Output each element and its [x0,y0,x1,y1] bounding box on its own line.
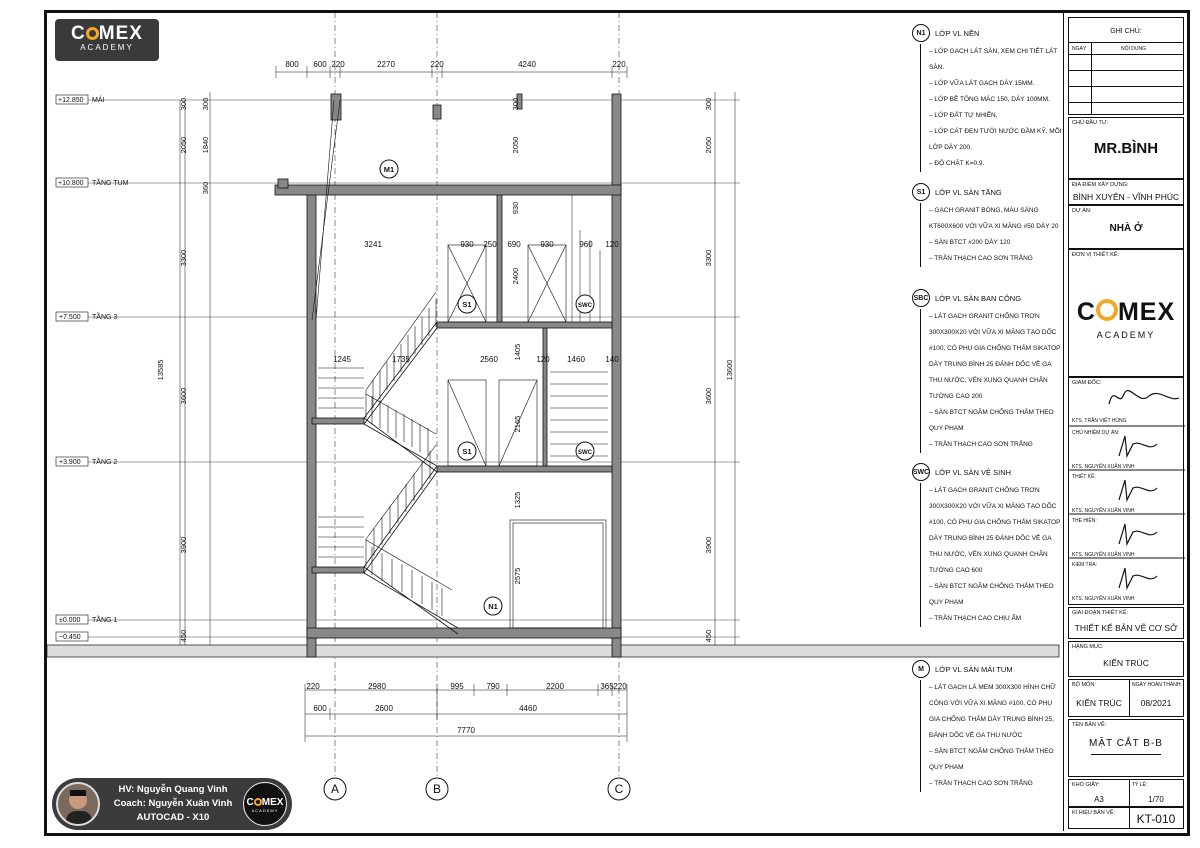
dim-plan-16: 1325 [513,491,522,509]
coach-name: Coach: Nguyễn Xuân Vinh [113,798,233,809]
client-label: CHỦ ĐẦU TƯ: [1072,120,1109,126]
note-m [912,660,1062,792]
note-line: – LỚP ĐẤT TỰ NHIÊN. [929,112,998,119]
dim-b1-6: 220 [613,682,627,691]
dim-left-total: 13585 [156,359,165,381]
badge-logo-word: MEX [261,797,284,808]
tag-3: S1 [462,447,472,456]
dim-plan-6: 120 [605,240,619,249]
axis-a: A [330,782,340,796]
drawing-name-box [1068,719,1184,777]
note-line: – TRẦN THẠCH CAO CHỊU ẨM [929,615,1022,622]
phase-value: THIẾT KẾ BẢN VẼ CƠ SỞ [1074,623,1178,633]
notes-table [1068,17,1184,115]
dim-plan-10: 1405 [513,343,522,361]
dim-r-5: 450 [704,629,713,643]
dim-b1-3: 790 [486,682,500,691]
dim-b1-5: 365 [600,682,614,691]
level-value-1: +10.800 [58,180,84,187]
location-value: BÌNH XUYÊN - VĨNH PHÚC [1072,192,1180,202]
designer-logo-o-icon [1096,299,1118,321]
tag-5: N1 [488,602,498,611]
note-line: – SÀN BTCT NGÂM CHỐNG THẤM THEO QUY PHẠM [929,748,1054,771]
dim-r-2: 3300 [704,249,713,267]
sheet-code-label: KÍ HIỆU BẢN VẼ: [1072,810,1116,816]
dim-top-2: 220 [331,60,345,69]
dim-plan-2: 250 [483,240,497,249]
designer-logo-sub: ACADEMY [1096,330,1156,340]
badge-logo [243,782,287,826]
dim-top-4: 220 [430,60,444,69]
tag-4: SWC [578,450,592,456]
level-name-1: TẦNG TUM [92,180,129,187]
dim-plan-8: 1735 [392,355,410,364]
logo-letter: C [71,23,86,44]
phase-label: GIAI ĐOẠN THIẾT KẾ: [1072,610,1129,616]
dim-b1-4: 2200 [546,682,564,691]
note-sbc [912,289,1062,453]
level-name-2: TẦNG 3 [92,314,118,321]
title-block [1063,13,1188,831]
project-box [1068,205,1184,249]
person-icon [58,784,100,826]
dim-r-1: 2050 [704,136,713,154]
phase-box [1068,607,1184,639]
checker-name: KTS. NGUYỄN XUÂN VINH [1072,596,1135,602]
sheet-code-box [1068,807,1184,829]
director-label: GIÁM ĐỐC: [1072,380,1102,386]
dim-b2-2: 4460 [519,704,537,713]
pm-name: KTS. NGUYỄN XUÂN VINH [1072,464,1135,470]
dim-plan-0: 3241 [364,240,382,249]
badge-logo-sub: ACADEMY [251,808,279,813]
dim-b2-1: 2600 [375,704,393,713]
ghi-chu-label: GHI CHÚ: [1110,28,1142,35]
note-line: – TRẦN THẠCH CAO SƠN TRẮNG [929,441,1033,448]
note-line: – LÁT GẠCH GRANIT CHỐNG TRƠN 300X300X20 VỚI VỮA XI MĂNG TẠO DỐC #100, CÓ PHỤ GIA CHỐNG THẤM SIKATOP DÀY TRUNG BÌNH 25 ĐÁNH DỐC VỀ GA THU NƯỚC, VÉN XUNG QUANH CHÂN TƯỜNG CAO 200 [929,313,1061,400]
dim-top-5: 4240 [518,60,536,69]
level-value-3: +3.900 [59,459,81,466]
note-line: – LỚP CÁT ĐEN TƯỚI NƯỚC ĐẦM KỸ, MỖI LỚP DÀY 200. [929,128,1062,151]
dim-b2-0: 600 [313,704,327,713]
tag-1: S1 [462,300,472,309]
designer-logo-c: C [1076,298,1096,326]
note-code: SWC [912,463,930,481]
badge-logo-c: C [246,797,254,808]
checker-label: KIỂM TRA: [1072,562,1097,568]
note-swc [912,463,1062,627]
note-line: – LỚP GẠCH LÁT SÀN, XEM CHI TIẾT LÁT SÀN. [929,48,1058,71]
level-value-5: −0.450 [59,634,81,641]
dim-total: 7770 [457,726,475,735]
location-label: ĐỊA ĐIỂM XÂY DỰNG: [1072,182,1129,188]
dim-l-2: 2050 [179,136,188,154]
paper-label: KHỔ GIẤY: [1072,782,1100,788]
dim-plan-12: 1460 [567,355,585,364]
level-name-3: TẦNG 2 [92,459,118,466]
dim-b1-0: 220 [306,682,320,691]
note-n1 [912,24,1062,172]
dim-l-0: 300 [179,97,188,111]
category-box [1068,641,1184,677]
logo-subtitle: ACADEMY [80,43,134,52]
drafter-label: THỂ HIỆN: [1072,518,1097,524]
project-value: NHÀ Ở [1109,223,1143,234]
note-title: LỚP VL SÀN MÁI TUM [935,664,1013,674]
location-box [1068,179,1184,205]
dim-mid-930: 930 [511,201,520,215]
dim-r-4: 3900 [704,536,713,554]
drafter-name: KTS. NGUYỄN XUÂN VINH [1072,552,1135,558]
tag-0: M1 [383,165,395,174]
dim-plan-5: 960 [579,240,593,249]
dim-l-7: 3900 [179,536,188,554]
scale-value: 1/70 [1148,795,1164,804]
dim-plan-13: 140 [605,355,619,364]
dim-l-1: 300 [201,97,210,111]
dim-mid-0: 300 [511,97,520,111]
dim-l-5: 3300 [179,249,188,267]
note-title: LỚP VL SÀN TẦNG [935,187,1002,197]
client-name: MR.BÌNH [1093,140,1159,157]
dim-plan-9: 2560 [480,355,498,364]
dim-plan-1: 930 [460,240,474,249]
dim-r-0: 300 [704,97,713,111]
note-code: S1 [912,183,930,201]
designer-label: ĐƠN VỊ THIẾT KẾ: [1072,252,1119,258]
note-s1 [912,183,1062,267]
axis-b: B [432,782,442,796]
designer-logo [1069,298,1183,327]
designer-role-label: THIẾT KẾ: [1072,474,1096,480]
paper-scale-box [1068,779,1184,807]
note-line: – TRẦN THẠCH CAO SƠN TRẮNG [929,255,1033,262]
note-line: – ĐỘ CHẶT K=0.9. [929,160,985,167]
note-line: – SÀN BTCT NGÂM CHỐNG THẤM THEO QUY PHẠM [929,409,1054,432]
pm-label: CHỦ NHIỆM DỰ ÁN: [1072,430,1120,436]
dim-top-1: 600 [313,60,327,69]
dim-mid-1: 2050 [511,136,520,154]
dim-plan-7: 1245 [333,355,351,364]
avatar [56,782,100,826]
level-name-0: MÁI [92,97,105,104]
dim-l-8: 450 [179,629,188,643]
designer-box [1068,249,1184,377]
tag-2: SWC [578,303,592,309]
student-name: HV: Nguyễn Quang Vinh [118,784,228,795]
dim-plan-14: 2400 [511,267,520,285]
note-title: LỚP VL NỀN [935,28,980,38]
signatures-icon [1069,378,1185,606]
director-name: KTS. TRẦN VIỆT HÙNG [1072,418,1127,424]
note-code: SBC [912,289,930,307]
dim-top-6: 220 [612,60,626,69]
level-value-4: ±0.000 [59,617,81,624]
note-line: – SÀN BTCT #200 DÀY 120 [929,239,1011,246]
dim-b1-1: 2980 [368,682,386,691]
badge-logo-o-icon [254,798,262,806]
dept-label: BỘ MÔN: [1072,682,1096,688]
dim-plan-11: 120 [536,355,550,364]
dim-l-4: 360 [201,181,210,195]
category-value: KIẾN TRÚC [1103,658,1149,668]
dim-top-3: 2270 [377,60,395,69]
note-line: – SÀN BTCT NGÂM CHỐNG THẤM THEO QUY PHẠM [929,583,1054,606]
sheet-code-value: KT-010 [1136,812,1176,826]
category-label: HẠNG MỤC: [1072,644,1104,650]
dim-right-total: 13600 [725,359,734,381]
note-line: – LỚP BÊ TÔNG MÁC 150, DÀY 100MM. [929,96,1050,103]
note-title: LỚP VL SÀN BAN CÔNG [935,293,1022,303]
dim-top-0: 800 [285,60,299,69]
logo-word: MEX [98,23,143,44]
note-code: M [912,660,930,678]
date-label: NGÀY HOÀN THÀNH: [1132,682,1182,688]
note-line: – LỚP VỮA LÁT GẠCH DÀY 15MM. [929,80,1035,87]
client-box [1068,117,1184,179]
drawing-name-label: TÊN BẢN VẼ: [1072,722,1107,728]
course-name: AUTOCAD - X10 [136,812,210,823]
level-value-0: +12.850 [58,97,84,104]
dim-b1-2: 995 [450,682,464,691]
note-title: LỚP VL SÀN VỆ SINH [935,467,1012,477]
dim-plan-17: 2575 [513,567,522,585]
axis-c: C [614,782,624,796]
paper-value: A3 [1094,795,1104,804]
signature-box [1068,377,1184,605]
drawing-name-value: MẶT CẮT B-B [1089,738,1163,749]
scale-label: TỶ LỆ: [1132,782,1148,788]
designer-role-name: KTS. NGUYỄN XUÂN VINH [1072,508,1135,514]
level-value-2: +7.500 [59,314,81,321]
level-name-4: TẦNG 1 [92,617,118,624]
note-line: – GẠCH GRANIT BÓNG, MÀU SÁNG KT600X600 VỚI VỮA XI MĂNG #50 DÀY 20 [929,207,1059,230]
dim-l-3: 1840 [201,136,210,154]
student-badge [52,778,292,830]
dim-plan-4: 930 [540,240,554,249]
note-code: N1 [912,24,930,42]
dim-plan-15: 2165 [513,415,522,433]
project-label: DỰ ÁN: [1072,208,1092,214]
dim-r-3: 3600 [704,387,713,405]
note-line: – TRẦN THẠCH CAO SƠN TRẮNG [929,780,1033,787]
note-line: – LÁT GẠCH GRANIT CHỐNG TRƠN 300X300X20 VỚI VỮA XI MĂNG TẠO DỐC #100, CÓ PHỤ GIA CHỐNG THẤM SIKATOP DÀY TRUNG BÌNH 25 ĐÁNH DỐC VỀ GA THU NƯỚC, VÉN XUNG QUANH CHÂN TƯỜNG CAO 600 [929,487,1061,574]
ngay-header: NGÀY [1072,46,1087,52]
dept-date-box [1068,679,1184,717]
designer-logo-word: MEX [1117,298,1176,326]
dim-l-6: 3600 [179,387,188,405]
dept-value: KIẾN TRÚC [1076,698,1122,708]
note-line: – LÁT GẠCH LÁ MEM 300X300 HÌNH CHỮ CÔNG VỚI VỮA XI MĂNG #100, CÓ PHỤ GIA CHỐNG THẤM DÀY TRUNG BÌNH 25, ĐÁNH DỐC VỀ GA THU NƯỚC [929,684,1056,739]
noi-dung-header: NỘI DUNG [1121,46,1146,52]
date-value: 08/2021 [1140,698,1172,708]
dim-plan-3: 690 [507,240,521,249]
